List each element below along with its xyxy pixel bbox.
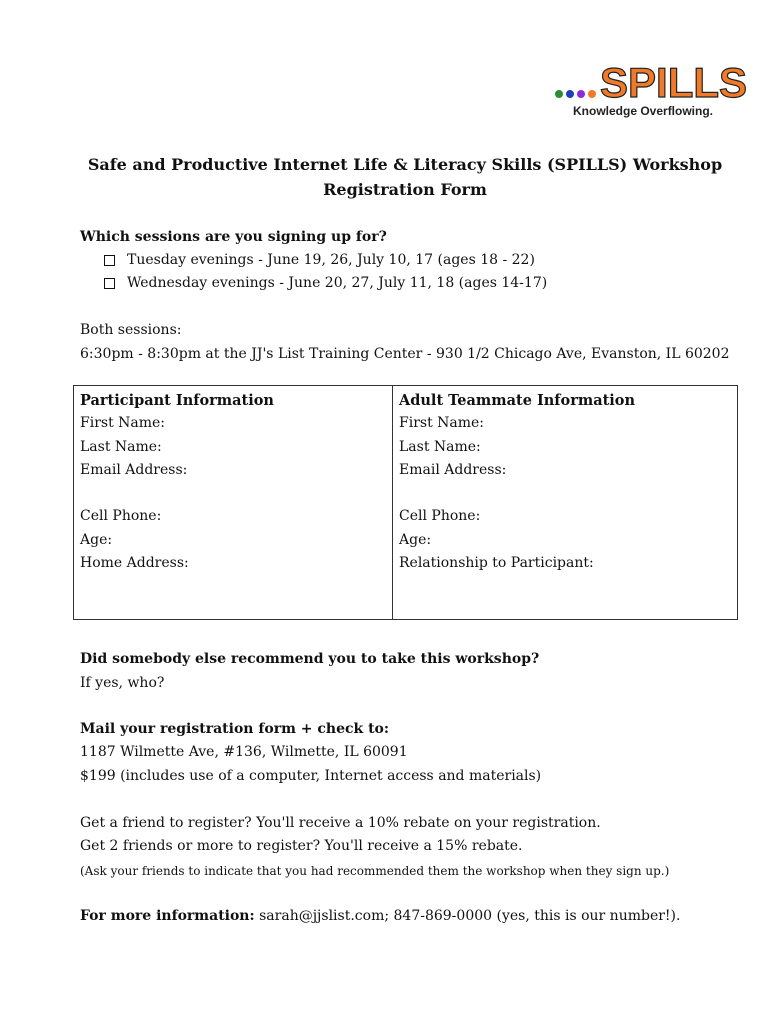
- teammate-heading: Adult Teammate Information: [399, 392, 636, 409]
- session-option-wednesday[interactable]: [104, 274, 547, 292]
- both-sessions-label: Both sessions:: [80, 322, 182, 338]
- teammate-last-name-field[interactable]: Last Name:: [399, 438, 481, 455]
- teammate-email-continuation: [399, 482, 635, 505]
- participant-age-field[interactable]: Age:: [80, 531, 113, 548]
- participant-home-address-field[interactable]: Home Address:: [80, 555, 189, 572]
- rebate-line-2: Get 2 friends or more to register? You'll receive a 15% rebate.: [80, 838, 523, 854]
- teammate-column: [399, 386, 635, 575]
- session-option-label: Wednesday evenings - June 20, 27, July 11, 18 (ages 14-17): [127, 275, 548, 291]
- logo-dot-purple: [577, 90, 585, 98]
- rebate-line-1: Get a friend to register? You'll receive a 10% rebate on your registration.: [80, 815, 601, 831]
- participant-email-field[interactable]: Email Address:: [80, 461, 188, 478]
- logo-tagline: Knowledge Overflowing.: [573, 104, 714, 118]
- recommend-followup[interactable]: If yes, who?: [80, 675, 165, 691]
- spills-logo: [552, 52, 748, 122]
- teammate-age-field[interactable]: Age:: [399, 531, 432, 548]
- info-table: [73, 385, 738, 620]
- participant-email-continuation: [80, 482, 274, 505]
- table-divider: [392, 386, 393, 619]
- recommend-question: Did somebody else recommend you to take this workshop?: [80, 651, 540, 667]
- participant-first-name-field[interactable]: First Name:: [80, 415, 166, 432]
- mail-address: 1187 Wilmette Ave, #136, Wilmette, IL 60091: [80, 744, 408, 760]
- checkbox-icon[interactable]: [104, 278, 115, 289]
- checkbox-icon[interactable]: [104, 255, 115, 266]
- teammate-first-name-field[interactable]: First Name:: [399, 415, 485, 432]
- participant-heading: Participant Information: [80, 392, 274, 409]
- teammate-relationship-field[interactable]: Relationship to Participant:: [399, 555, 594, 572]
- logo-wordmark: SPILLS: [600, 59, 748, 106]
- logo-dot-orange: [588, 90, 596, 98]
- logo-dot-blue: [566, 90, 574, 98]
- teammate-cell-phone-field[interactable]: Cell Phone:: [399, 508, 481, 525]
- more-info-text: sarah@jjslist.com; 847-869-0000 (yes, this is our number!).: [259, 908, 681, 924]
- form-title-line1: Safe and Productive Internet Life & Literacy Skills (SPILLS) Workshop: [87, 155, 723, 174]
- session-option-label: Tuesday evenings - June 19, 26, July 10, 17 (ages 18 - 22): [127, 252, 535, 268]
- price-text: $199 (includes use of a computer, Internet access and materials): [80, 768, 542, 784]
- more-info-label: For more information:: [80, 908, 255, 924]
- session-option-tuesday[interactable]: [104, 251, 535, 269]
- form-title: [60, 152, 750, 202]
- teammate-email-field[interactable]: Email Address:: [399, 461, 507, 478]
- sessions-question: Which sessions are you signing up for?: [80, 229, 387, 245]
- mail-heading: Mail your registration form + check to:: [80, 721, 390, 737]
- rebate-note: (Ask your friends to indicate that you had recommended them the workshop when they sign up.): [80, 864, 670, 878]
- form-title-line2: Registration Form: [323, 180, 487, 199]
- participant-column: [80, 386, 274, 575]
- time-location: 6:30pm - 8:30pm at the JJ's List Training Center - 930 1/2 Chicago Ave, Evanston, IL 60202: [80, 346, 730, 362]
- more-info: [80, 907, 680, 925]
- participant-last-name-field[interactable]: Last Name:: [80, 438, 162, 455]
- logo-dot-green: [555, 90, 563, 98]
- participant-cell-phone-field[interactable]: Cell Phone:: [80, 508, 162, 525]
